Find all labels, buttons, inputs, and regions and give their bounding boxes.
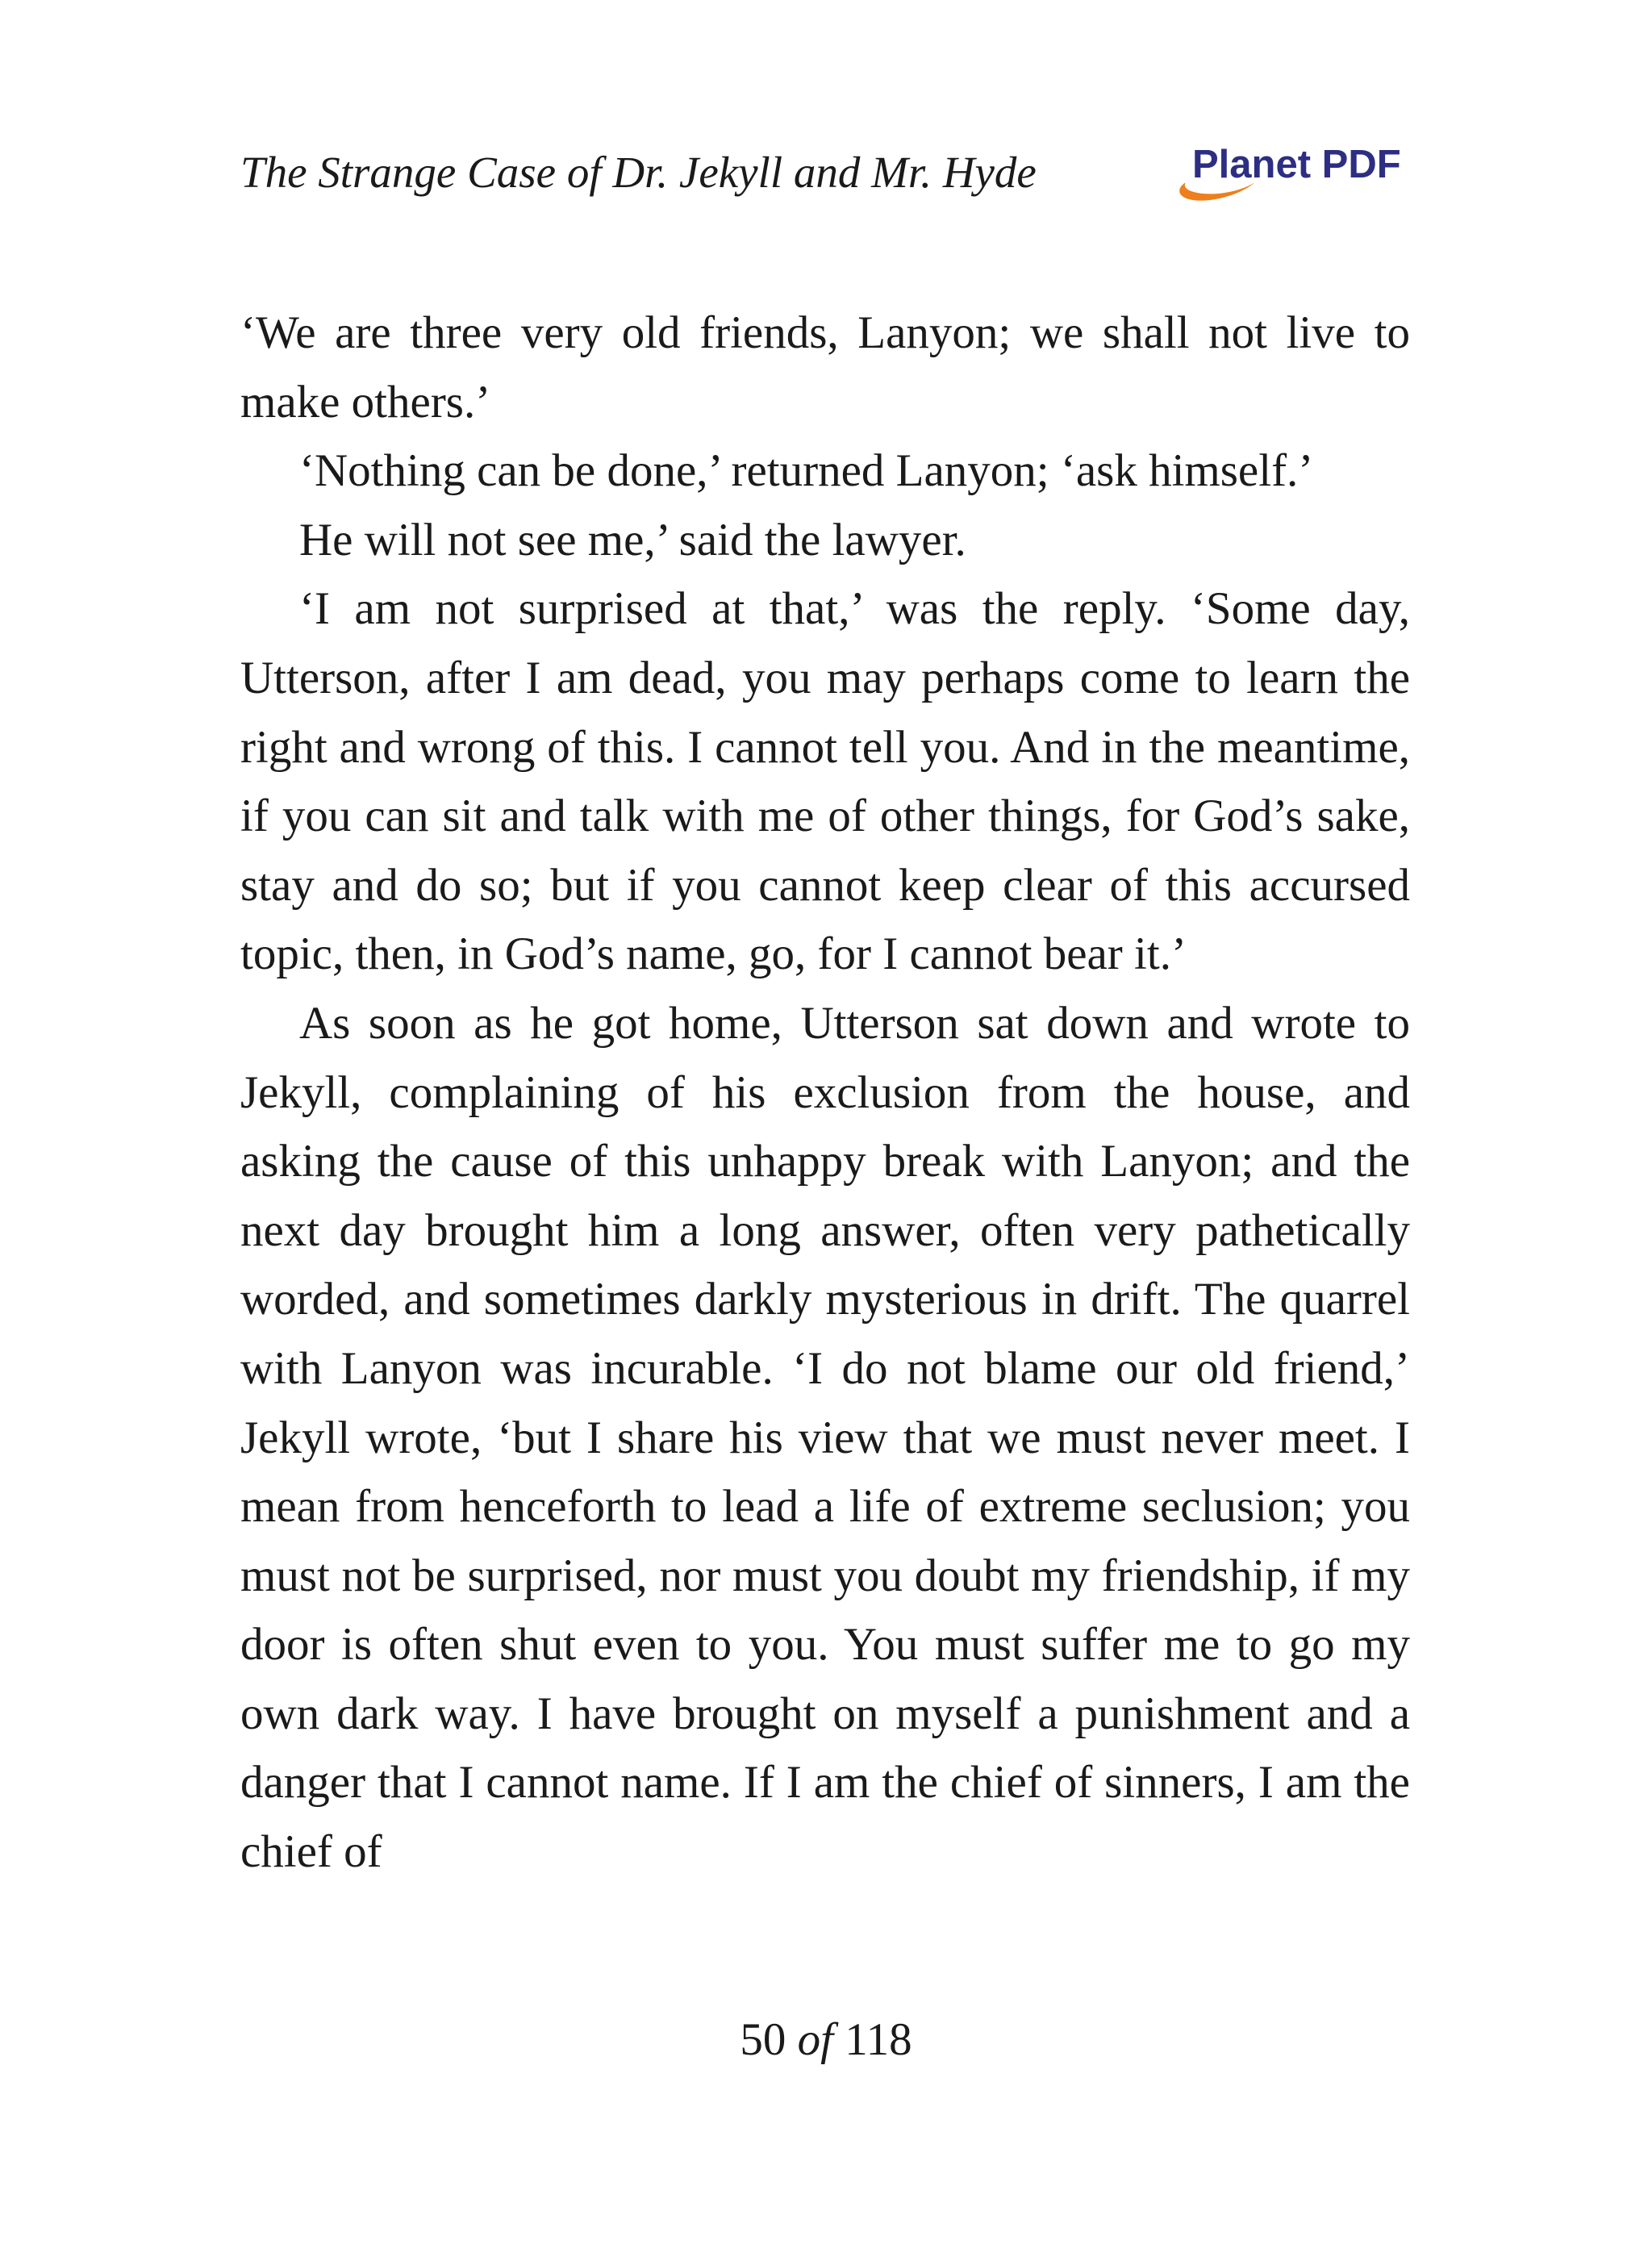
book-title: The Strange Case of Dr. Jekyll and Mr. Hyde	[240, 148, 1037, 197]
planet-pdf-logo	[1168, 144, 1410, 216]
paragraph: As soon as he got home, Utterson sat down and wrote to Jekyll, complaining of his exclusion from the house, and asking the cause of this unhappy break with Lanyon; and the next day brought him a long answer, often very pathetically worded, and sometimes darkly mysterious in drift. The quarrel with Lanyon was incurable. ‘I do not blame our old friend,’ Jekyll wrote, ‘but I share his view that we must never meet. I mean from henceforth to lead a life of extreme seclusion; you must not be surprised, nor must you doubt my friendship, if my door is often shut even to you. You must suffer me to go my own dark way. I have brought on myself a punishment and a danger that I cannot name. If I am the chief of sinners, I am the chief of	[240, 997, 1410, 1878]
paragraph: ‘Nothing can be done,’ returned Lanyon; ‘ask himself.’	[299, 445, 1314, 497]
paragraph: ‘We are three very old friends, Lanyon; we shall not live to make others.’	[240, 307, 1410, 428]
paragraph: ‘I am not surprised at that,’ was the reply. ‘Some day, Utterson, after I am dead, you may perhaps come to learn the right and wrong of this. I cannot tell you. And in the meantime, if you can sit and talk with me of other things, for God’s sake, stay and do so; but if you cannot keep clear of this accursed topic, then, in God’s name, go, for I cannot bear it.’	[240, 583, 1410, 980]
current-page: 50	[740, 2014, 786, 2065]
page-header	[240, 144, 1410, 216]
page-body	[240, 298, 1410, 1887]
page-number	[0, 2014, 1652, 2065]
paragraph: He will not see me,’ said the lawyer.	[299, 514, 966, 565]
page-of-label: of	[797, 2014, 833, 2065]
total-pages: 118	[845, 2014, 912, 2065]
logo-text: Planet PDF	[1192, 144, 1401, 186]
